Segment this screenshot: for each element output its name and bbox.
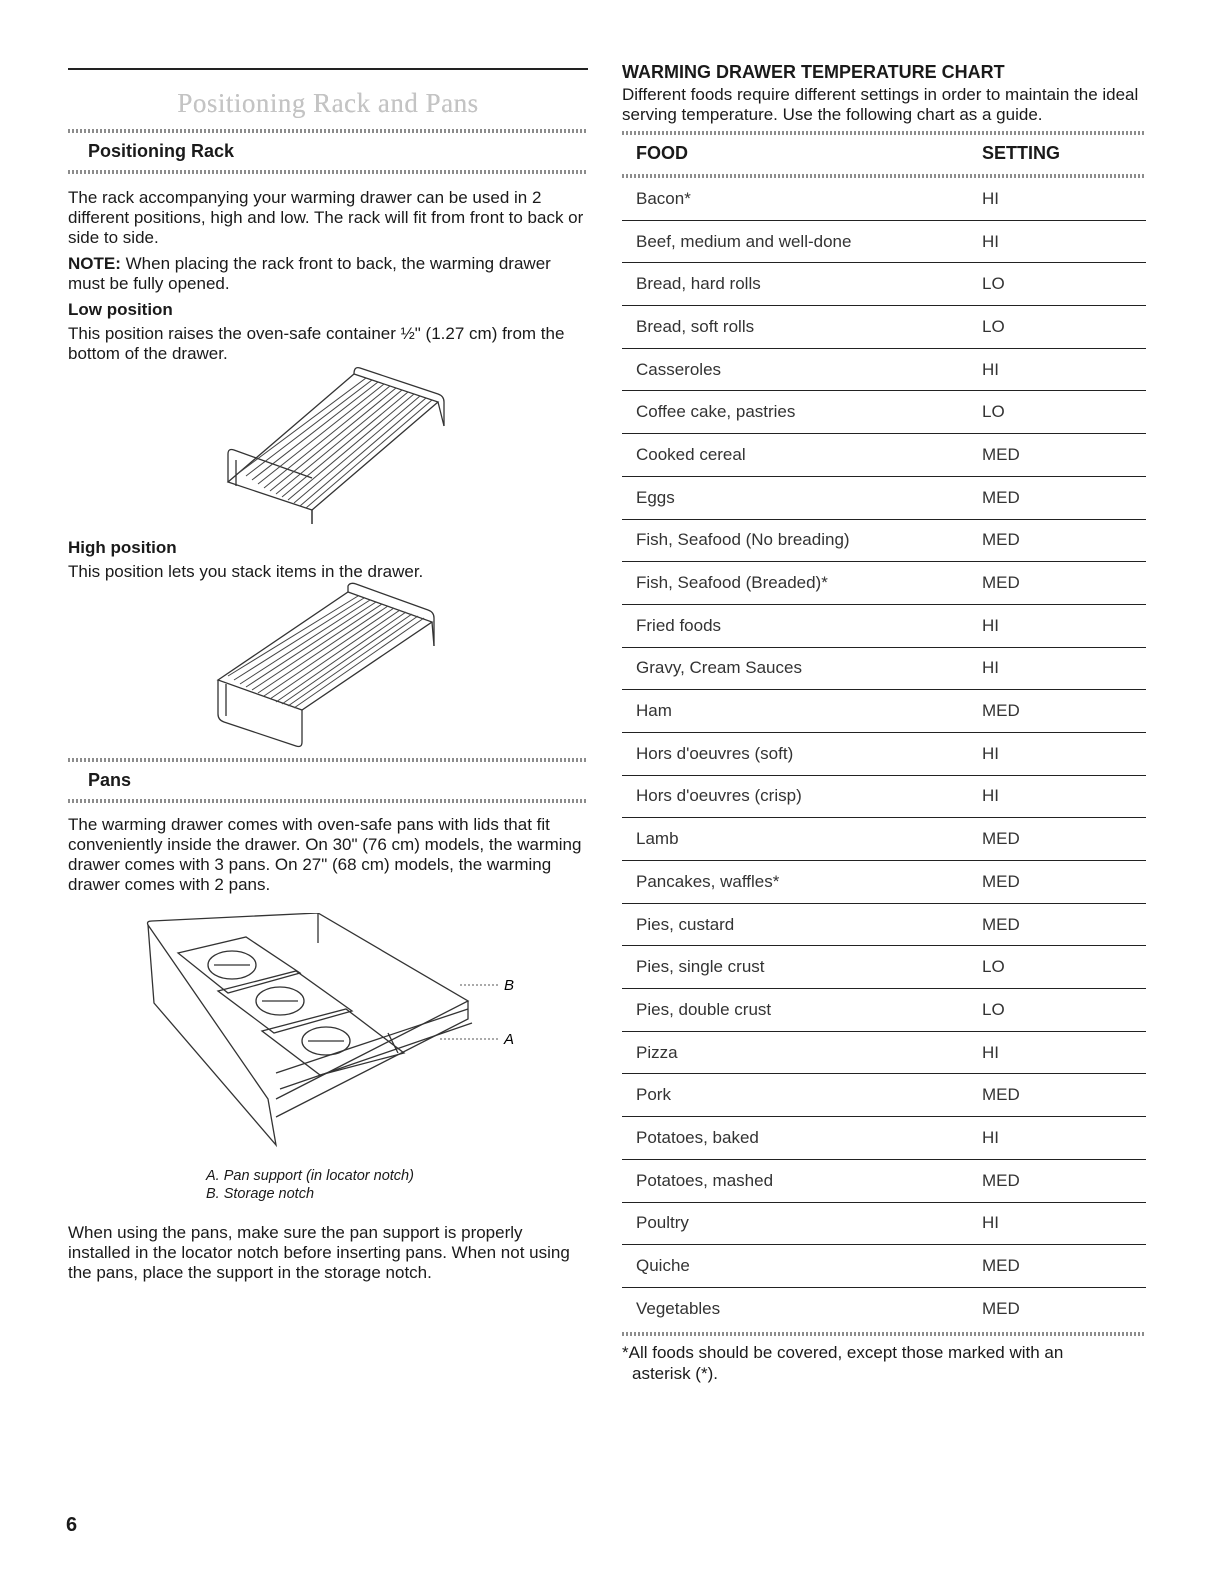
low-position-text: This position raises the oven-safe container ½" (1.27 cm) from the bottom of the drawer. [68,324,565,363]
note-paragraph [68,254,588,294]
table-header [622,135,1146,174]
food-cell: Pizza [636,1042,678,1062]
column-header-setting: SETTING [982,143,1061,163]
pans-intro-text: The warming drawer comes with oven-safe pans with lids that fit conveniently inside the drawer. On 30" (76 cm) models, the warming drawer comes with 3 pans. On 27" (68 cm) models, the warming drawer comes with 2 pans. [68,815,582,894]
table-row [622,946,1146,989]
divider [68,129,588,133]
setting-cell: MED [982,573,1020,593]
setting-cell: MED [982,1298,1020,1318]
setting-cell: MED [982,530,1020,550]
setting-cell: LO [982,402,1005,422]
table-row [622,904,1146,947]
food-cell: Potatoes, mashed [636,1170,774,1190]
food-cell: Fried foods [636,615,722,635]
setting-cell: HI [982,1213,999,1233]
setting-cell: HI [982,658,999,678]
table-row [622,178,1146,221]
setting-cell: HI [982,615,999,635]
table-row [622,306,1146,349]
table-row [622,1074,1146,1117]
section-title: Positioning Rack and Pans [177,88,479,118]
food-cell: Beef, medium and well-done [636,231,852,251]
footnote-line-1: *All foods should be covered, except those marked with an [622,1342,1064,1362]
food-cell: Bread, hard rolls [636,274,761,294]
table-row [622,605,1146,648]
food-cell: Potatoes, baked [636,1127,759,1147]
setting-cell: MED [982,1256,1020,1276]
left-column [68,62,588,1283]
food-cell: Casseroles [636,359,722,379]
table-row [622,1245,1146,1288]
page-number: 6 [66,1514,78,1536]
setting-cell: MED [982,1170,1020,1190]
setting-cell: LO [982,316,1005,336]
pans-closing-text: When using the pans, make sure the pan support is properly installed in the locator notch before inserting pans. When not using the pans, place the support in the storage notch. [68,1223,570,1282]
table-row [622,391,1146,434]
rack-high-position-illustration [68,582,588,752]
setting-cell: MED [982,871,1020,891]
pans-figure [68,913,588,1163]
food-cell: Ham [636,701,672,721]
table-row [622,861,1146,904]
setting-cell: HI [982,1042,999,1062]
setting-cell: MED [982,701,1020,721]
table-row [622,1203,1146,1246]
rack-low-position-illustration [68,364,588,534]
food-cell: Bread, soft rolls [636,316,755,336]
table-row [622,349,1146,392]
table-row [622,221,1146,264]
food-cell: Bacon* [636,188,691,208]
setting-cell: HI [982,786,999,806]
footnote-line-2: asterisk (*). [632,1363,718,1383]
setting-cell: MED [982,487,1020,507]
food-cell: Pork [636,1085,671,1105]
food-cell: Vegetables [636,1298,721,1318]
table-row [622,477,1146,520]
high-position-heading: High position [68,538,177,557]
setting-cell: MED [982,829,1020,849]
food-cell: Pies, double crust [636,999,772,1019]
note-label: NOTE: [68,254,121,273]
table-row [622,520,1146,563]
setting-cell: LO [982,957,1005,977]
low-position-heading: Low position [68,300,173,319]
label-b: B [504,977,515,994]
setting-cell: HI [982,188,999,208]
note-text: When placing the rack front to back, the warming drawer must be fully opened. [68,254,551,293]
divider [68,758,588,762]
caption-pan-support: A. Pan support (in locator notch) [206,1168,414,1184]
food-cell: Fish, Seafood (No breading) [636,530,850,550]
rack-intro-text: The rack accompanying your warming drawer can be used in 2 different positions, high and low. The rack will fit from front to back or side to side. [68,188,584,247]
table-bottom-rule [622,1332,1146,1336]
food-cell: Pancakes, waffles* [636,871,780,891]
setting-cell: LO [982,999,1005,1019]
divider [68,799,588,803]
food-cell: Hors d'oeuvres (soft) [636,743,794,763]
caption-storage-notch: B. Storage notch [206,1186,315,1202]
table-row [622,648,1146,691]
food-cell: Poultry [636,1213,689,1233]
table-row [622,690,1146,733]
temperature-table-body [622,178,1146,1330]
food-cell: Coffee cake, pastries [636,402,796,422]
food-cell: Fish, Seafood (Breaded)* [636,573,828,593]
table-row [622,434,1146,477]
table-row [622,1117,1146,1160]
food-cell: Gravy, Cream Sauces [636,658,802,678]
table-row [622,1160,1146,1203]
divider [68,170,588,174]
setting-cell: HI [982,743,999,763]
setting-cell: HI [982,359,999,379]
food-cell: Quiche [636,1256,690,1276]
high-position-text: This position lets you stack items in the drawer. [68,562,424,581]
setting-cell: MED [982,914,1020,934]
table-row [622,1288,1146,1330]
section-top-rule [68,68,588,70]
setting-cell: LO [982,274,1005,294]
label-a: A [504,1031,515,1048]
setting-cell: MED [982,1085,1020,1105]
table-row [622,562,1146,605]
table-row [622,733,1146,776]
chart-intro: Different foods require different settings in order to maintain the ideal serving temperature. Use the following chart as a guide. [622,85,1139,124]
table-row [622,818,1146,861]
pans-heading: Pans [88,770,132,790]
food-cell: Cooked cereal [636,444,746,464]
footnote [622,1342,1146,1384]
food-cell: Hors d'oeuvres (crisp) [636,786,802,806]
food-cell: Pies, single crust [636,957,765,977]
right-column [622,62,1146,1384]
table-header-rule [622,174,1146,178]
chart-title: WARMING DRAWER TEMPERATURE CHART [622,62,1005,82]
setting-cell: HI [982,231,999,251]
food-cell: Pies, custard [636,914,735,934]
warming-drawer-pans-illustration [68,913,588,1163]
food-cell: Lamb [636,829,679,849]
table-row [622,776,1146,819]
positioning-rack-heading: Positioning Rack [88,141,235,161]
column-header-food: FOOD [636,143,688,163]
table-top-rule [622,131,1146,135]
table-row [622,263,1146,306]
table-row [622,989,1146,1032]
food-cell: Eggs [636,487,675,507]
setting-cell: MED [982,444,1020,464]
table-row [622,1032,1146,1075]
setting-cell: HI [982,1127,999,1147]
